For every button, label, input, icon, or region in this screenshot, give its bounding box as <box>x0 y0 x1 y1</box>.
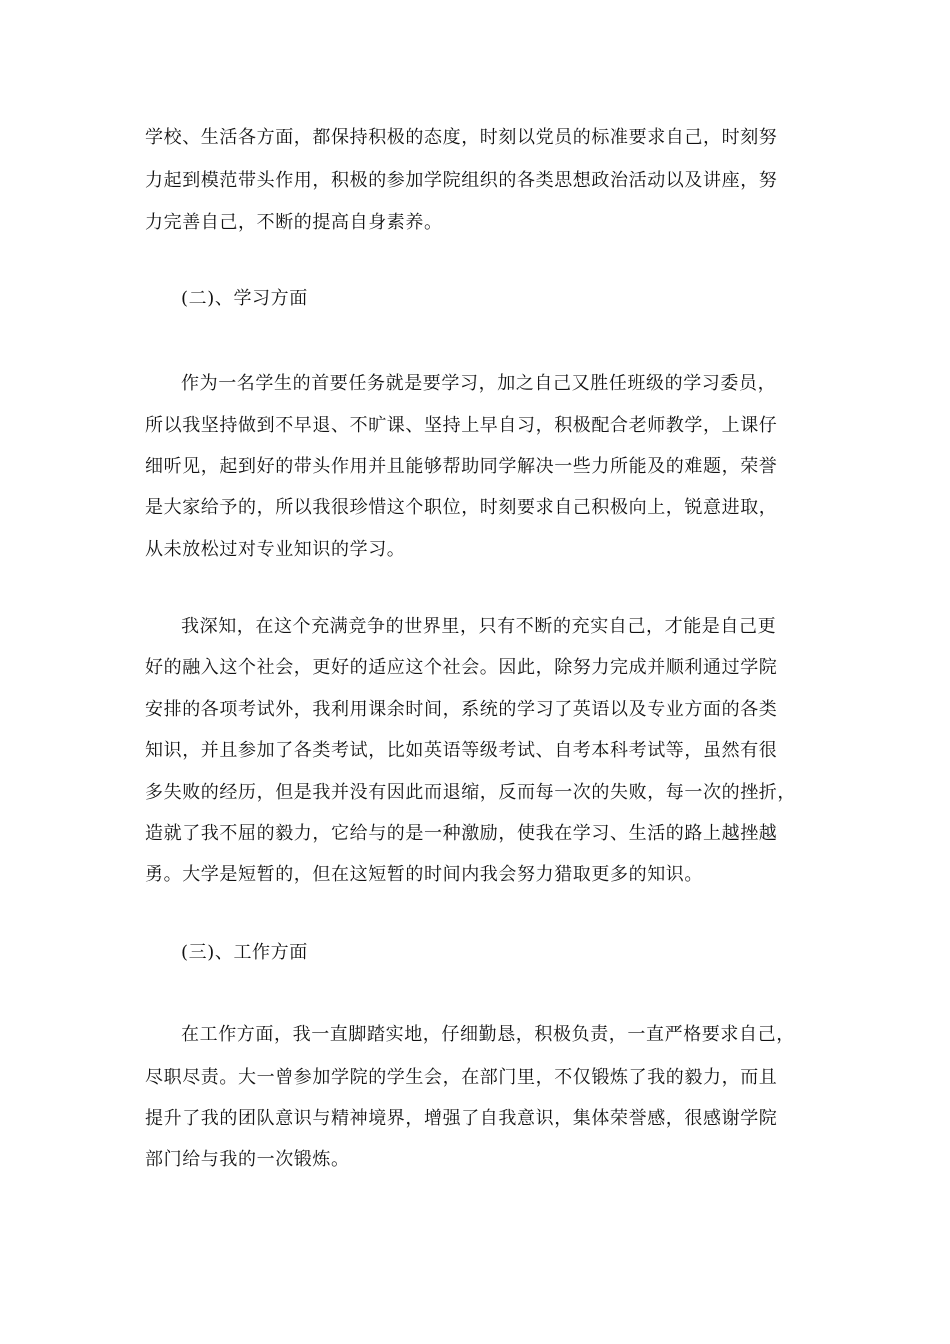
intro-line-2: 力起到模范带头作用，积极的参加学院组织的各类思想政治活动以及讲座，努 <box>145 170 778 191</box>
study-p2-line-5: 多失败的经历，但是我并没有因此而退缩，反而每一次的失败，每一次的挫折， <box>145 782 796 803</box>
intro-line-3: 力完善自己，不断的提高自身素养。 <box>145 212 443 233</box>
study-p1-line-3: 细听见，起到好的带头作用并且能够帮助同学解决一些力所能及的难题，荣誉 <box>145 456 778 477</box>
study-p1-line-2: 所以我坚持做到不早退、不旷课、坚持上早自习，积极配合老师教学，上课仔 <box>145 415 778 436</box>
section-heading-work: (三)、工作方面 <box>181 942 308 963</box>
study-p2-line-1: 我深知，在这个充满竞争的世界里，只有不断的充实自己，才能是自己更 <box>181 616 777 637</box>
study-p2-line-3: 安排的各项考试外，我利用课余时间，系统的学习了英语以及专业方面的各类 <box>145 699 778 720</box>
study-p1-line-5: 从未放松过对专业知识的学习。 <box>145 539 406 560</box>
intro-line-1: 学校、生活各方面，都保持积极的态度，时刻以党员的标准要求自己，时刻努 <box>145 127 778 148</box>
study-p2-line-7: 勇。大学是短暂的，但在这短暂的时间内我会努力猎取更多的知识。 <box>145 864 703 885</box>
work-line-3: 提升了我的团队意识与精神境界，增强了自我意识，集体荣誉感，很感谢学院 <box>145 1108 778 1129</box>
study-p2-line-2: 好的融入这个社会，更好的适应这个社会。因此，除努力完成并顺利通过学院 <box>145 657 778 678</box>
work-line-2: 尽职尽责。大一曾参加学院的学生会，在部门里，不仅锻炼了我的毅力，而且 <box>145 1067 778 1088</box>
section-heading-study: (二)、学习方面 <box>181 288 308 309</box>
work-line-1: 在工作方面，我一直脚踏实地，仔细勤恳，积极负责，一直严格要求自己， <box>181 1024 795 1045</box>
study-p1-line-4: 是大家给予的，所以我很珍惜这个职位，时刻要求自己积极向上，锐意进取， <box>145 497 778 518</box>
study-p2-line-4: 知识，并且参加了各类考试，比如英语等级考试、自考本科考试等，虽然有很 <box>145 740 778 761</box>
study-p2-line-6: 造就了我不屈的毅力，它给与的是一种激励，使我在学习、生活的路上越挫越 <box>145 823 778 844</box>
work-line-4: 部门给与我的一次锻炼。 <box>145 1149 350 1170</box>
study-p1-line-1: 作为一名学生的首要任务就是要学习，加之自己又胜任班级的学习委员， <box>181 373 777 394</box>
